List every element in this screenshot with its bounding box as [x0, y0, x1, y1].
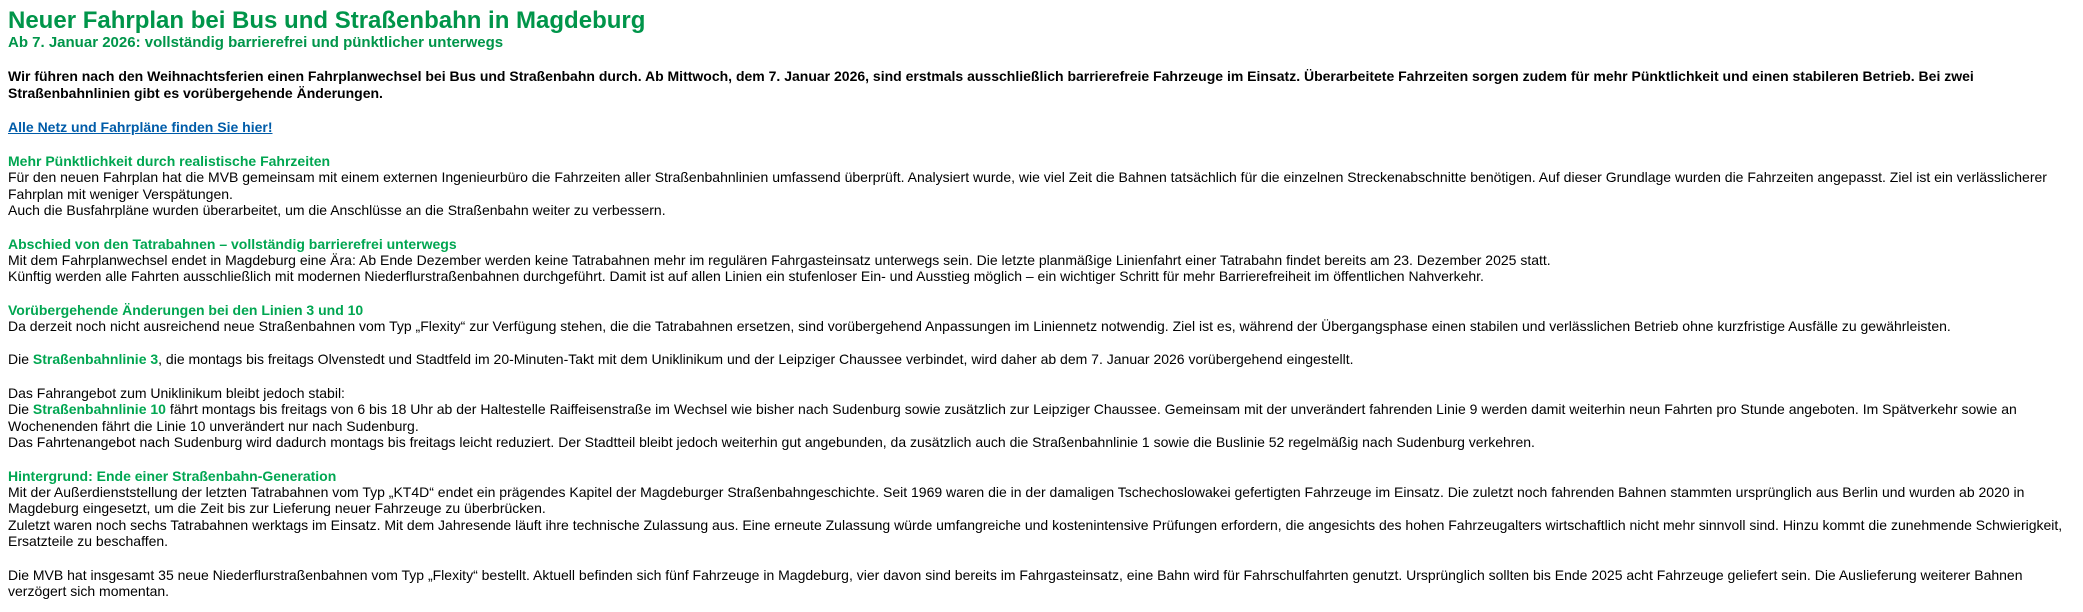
section-heading-background: Hintergrund: Ende einer Straßenbahn-Generation: [8, 467, 337, 484]
paragraph: Für den neuen Fahrplan hat die MVB gemeinsam mit einem externen Ingenieurbüro die Fahrzeiten aller Straßenbahnlinien umfassend überprüft. Analysiert wurde, wie viel Zeit die Bahnen tatsächlich für die einzelnen Streckenabschnitte benötigen. Auf dieser Grundlage wurden die Fahrzeiten angepasst. Ziel ist ein verlässlicherer Fahrplan mit weniger Verspätungen.: [8, 169, 2047, 202]
paragraph: Zuletzt waren noch sechs Tatrabahnen werktags im Einsatz. Mit dem Jahresende läuft ihre technische Zulassung aus. Eine erneute Zulassung würde umfangreiche und kostenintensive Prüfungen erfordern, die angesichts des hohen Fahrzeugalters wirtschaftlich nicht mehr sinnvoll sind. Hinzu kommt die zunehmende Schwierigkeit, Ersatzteile zu beschaffen.: [8, 516, 2063, 549]
spacer: [8, 334, 2075, 351]
paragraph: Da derzeit noch nicht ausreichend neue Straßenbahnen vom Typ „Flexity“ zur Verfügung stehen, die die Tatrabahnen ersetzen, sind vorübergehend Anpassungen im Liniennetz notwendig. Ziel ist es, während der Übergangsphase einen stabilen und verlässlichen Betrieb ohne kurzfristige Ausfälle zu gewährleisten.: [8, 317, 1951, 334]
spacer: [8, 550, 2075, 567]
page-subtitle: Ab 7. Januar 2026: vollständig barrierefrei und pünktlicher unterwegs: [8, 34, 504, 51]
page-title: Neuer Fahrplan bei Bus und Straßenbahn in Magdeburg: [8, 7, 646, 34]
line-3-label: Straßenbahnlinie 3: [32, 351, 159, 367]
paragraph: Das Fahrtenangebot nach Sudenburg wird dadurch montags bis freitags leicht reduziert. Der Stadtteil bleibt jedoch weiterhin gut angebunden, da zusätzlich auch die Straßenbahnlinie 1 sowie die Buslinie 52 regelmäßig nach Sudenburg verkehren.: [8, 434, 1535, 450]
section-heading-changes: Vorübergehende Änderungen bei den Linien 3 und 10: [8, 301, 364, 318]
text: Die: [8, 351, 33, 367]
section-punctuality: [8, 153, 2075, 219]
text: fährt montags bis freitags von 6 bis 18 Uhr ab der Haltestelle Raiffeisenstraße im Wechsel wie bisher nach Sudenburg sowie zusätzlich zur Leipziger Chaussee. Gemeinsam mit der unverändert fahrenden Linie 9 werden damit weiterhin neun Fahrten pro Stunde angeboten. Im Spätverkehr sowie an Wochenenden fährt die Linie 10 unverändert nur nach Sudenburg.: [8, 401, 2017, 434]
lead-paragraph: Wir führen nach den Weihnachtsferien einen Fahrplanwechsel bei Bus und Straßenbahn durch. Ab Mittwoch, dem 7. Januar 2026, sind erstmals ausschließlich barrierefreie Fahrzeuge im Einsatz. Überarbeitete Fahrzeiten sorgen zudem für mehr Pünktlichkeit und einen stabileren Betrieb. Bei zwei Straßenbahnlinien gibt es vorübergehende Änderungen.: [8, 68, 1974, 101]
paragraph: Das Fahrangebot zum Uniklinikum bleibt jedoch stabil:: [8, 384, 345, 401]
text: Die: [8, 401, 33, 417]
section-background: [8, 468, 2075, 600]
paragraph-line10: [8, 401, 2075, 434]
section-tatra: [8, 236, 2075, 285]
paragraph: Künftig werden alle Fahrten ausschließlich mit modernen Niederflurstraßenbahnen durchgeführt. Damit ist auf allen Linien ein stufenloser Ein- und Ausstieg möglich – ein wichtiger Schritt für mehr Barrierefreiheit im öffentlichen Nahverkehr.: [8, 268, 1484, 284]
section-heading-punctuality: Mehr Pünktlichkeit durch realistische Fahrzeiten: [8, 153, 331, 169]
section-heading-tatra: Abschied von den Tatrabahnen – vollständig barrierefrei unterwegs: [8, 235, 457, 252]
timetable-link-block: [8, 119, 2075, 136]
paragraph-line3: [8, 351, 2075, 368]
line-10-label: Straßenbahnlinie 10: [32, 401, 166, 417]
paragraph: Die MVB hat insgesamt 35 neue Niederflurstraßenbahnen vom Typ „Flexity“ bestellt. Aktuell befinden sich fünf Fahrzeuge in Magdeburg, vier davon sind bereits im Fahrgasteinsatz, eine Bahn wird für Fahrschulfahrten genutzt. Ursprünglich sollten bis Ende 2025 acht Fahrzeuge geliefert sein. Die Auslieferung weiterer Bahnen verzögert sich momentan.: [8, 566, 2023, 599]
paragraph: Mit dem Fahrplanwechsel endet in Magdeburg eine Ära: Ab Ende Dezember werden keine Tatrabahnen mehr im regulären Fahrgasteinsatz unterwegs sein. Die letzte planmäßige Linienfahrt einer Tatrabahn findet bereits am 23. Dezember 2025 statt.: [8, 251, 1551, 268]
section-changes: [8, 302, 2075, 451]
text: , die montags bis freitags Olvenstedt und Stadtfeld im 20-Minuten-Takt mit dem Uniklinikum und der Leipziger Chaussee verbindet, wird daher ab dem 7. Januar 2026 vorübergehend eingestellt.: [158, 351, 1354, 367]
spacer: [8, 368, 2075, 385]
paragraph: Mit der Außerdienststellung der letzten Tatrabahnen vom Typ „KT4D“ endet ein prägendes Kapitel der Magdeburger Straßenbahngeschichte. Seit 1969 waren die in der damaligen Tschechoslowakei gefertigten Fahrzeuge im Einsatz. Die zuletzt noch fahrenden Bahnen stammten ursprünglich aus Berlin und wurden ab 2020 in Magdeburg eingesetzt, um die Zeit bis zur Lieferung neuer Fahrzeuge zu überbrücken.: [8, 483, 2025, 516]
paragraph: Auch die Busfahrpläne wurden überarbeitet, um die Anschlüsse an die Straßenbahn weiter zu verbessern.: [8, 202, 666, 218]
timetable-link[interactable]: Alle Netz und Fahrpläne finden Sie hier!: [8, 119, 273, 135]
